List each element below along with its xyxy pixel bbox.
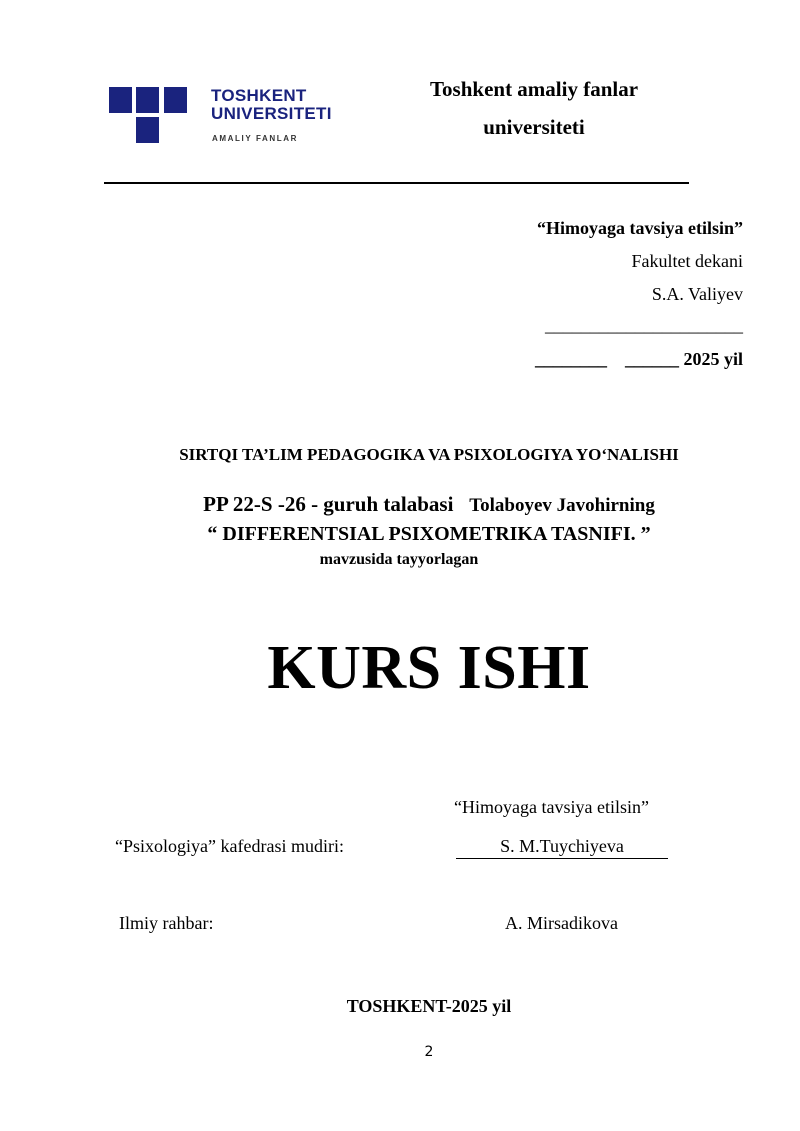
logo-square bbox=[136, 117, 159, 143]
study-direction: SIRTQI TA’LIM PEDAGOGIKA VA PSIXOLOGIYA YO‘NALISHI bbox=[179, 445, 679, 464]
approval-signature-line: ______________________ bbox=[545, 315, 743, 335]
date-blank-day: ________ bbox=[534, 349, 607, 369]
page-number: 2 bbox=[424, 1044, 434, 1060]
student-group-line bbox=[0, 492, 800, 517]
university-name-line2: universiteti bbox=[483, 115, 585, 139]
dept-head-label: “Psixologiya” kafedrasi mudiri: bbox=[115, 836, 344, 856]
topic-title: “ DIFFERENTSIAL PSIXOMETRIKA TASNIFI. ” bbox=[207, 523, 651, 545]
city-year: TOSHKENT-2025 yil bbox=[346, 996, 512, 1016]
group-info: PP 22-S -26 - guruh talabasi bbox=[203, 492, 454, 516]
logo-square bbox=[109, 87, 132, 113]
date-blank-month: ______ bbox=[624, 349, 679, 369]
logo-square bbox=[136, 87, 159, 113]
date-year: 2025 yil bbox=[683, 349, 743, 369]
advisor-name: A. Mirsadikova bbox=[505, 913, 618, 933]
header-divider bbox=[104, 182, 689, 184]
approval-role: Fakultet dekani bbox=[631, 251, 743, 271]
recommend-text: “Himoyaga tavsiya etilsin” bbox=[454, 797, 649, 817]
logo-text-line1: TOSHKENT bbox=[211, 86, 307, 105]
university-name-line1: Toshkent amaliy fanlar bbox=[429, 77, 639, 101]
advisor-label: Ilmiy rahbar: bbox=[119, 913, 214, 933]
topic-note: mavzusida tayyorlagan bbox=[319, 551, 479, 568]
logo-text-line2: UNIVERSITETI bbox=[211, 104, 332, 123]
logo-square bbox=[164, 87, 187, 113]
approval-title: “Himoyaga tavsiya etilsin” bbox=[537, 218, 743, 238]
dept-head-name: S. M.Tuychiyeva bbox=[456, 836, 668, 859]
document-title: KURS ISHI bbox=[267, 634, 591, 702]
logo-text-line3: AMALIY FANLAR bbox=[212, 134, 298, 143]
student-name: Tolaboyev Javohirning bbox=[469, 495, 655, 516]
approval-name: S.A. Valiyev bbox=[651, 284, 743, 304]
approval-date bbox=[535, 349, 743, 370]
